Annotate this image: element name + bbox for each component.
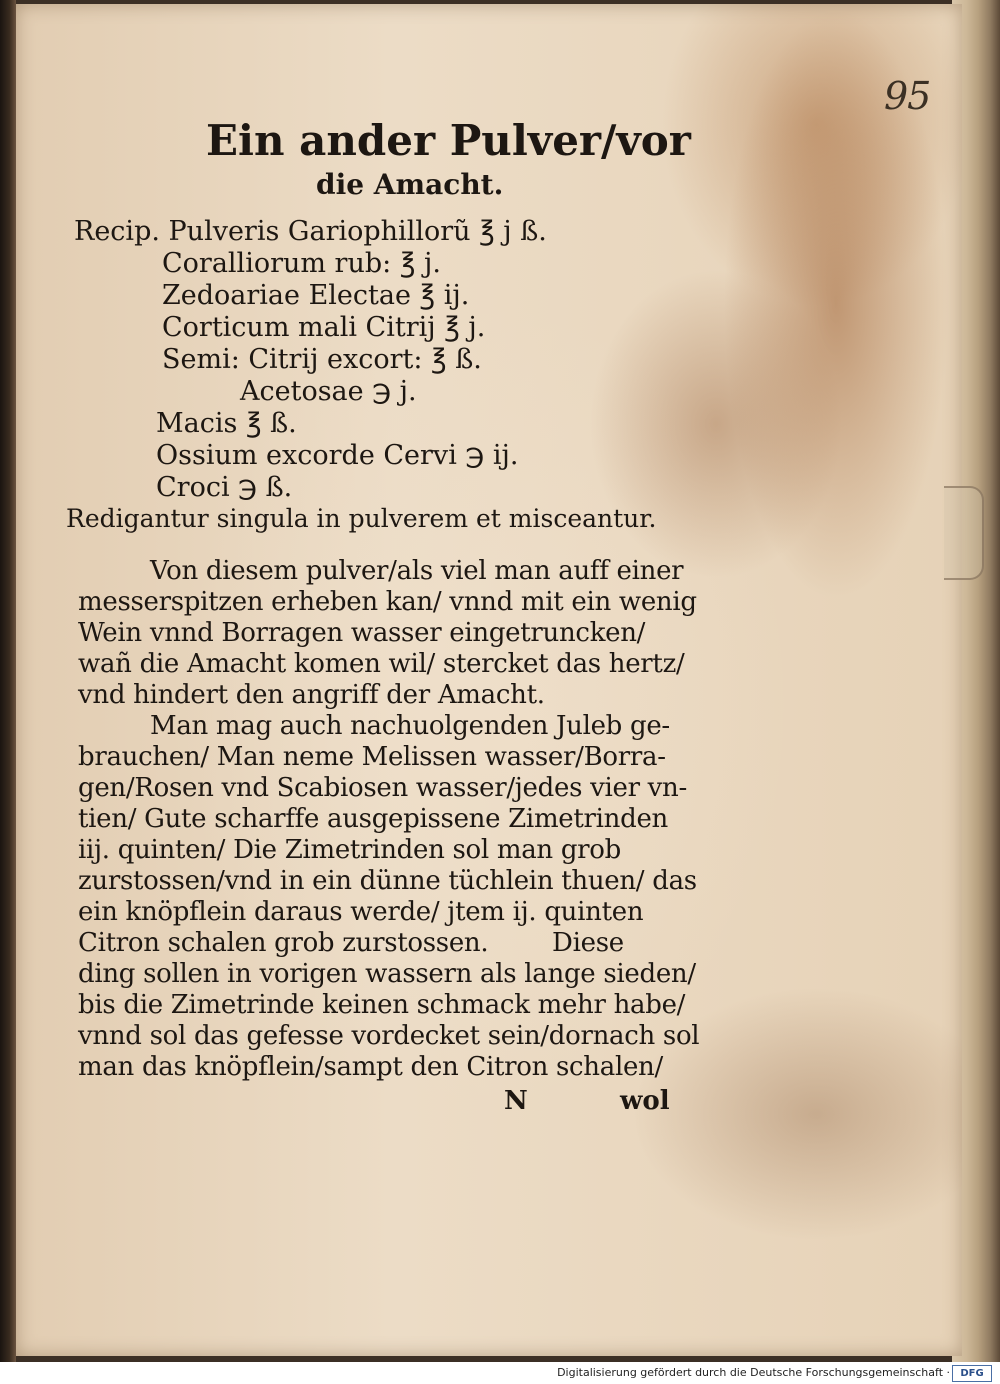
body-line: ein knöpflein daraus werde/ jtem ij. quinten: [78, 897, 644, 927]
body-line: vnnd sol das gefesse vordecket sein/dornach sol: [78, 1021, 700, 1051]
body-line: bis die Zimetrinde keinen schmack mehr habe/: [78, 990, 686, 1020]
body-line: Von diesem pulver/als viel man auff einer: [150, 556, 684, 586]
recipe-line: Redigantur singula in pulverem et misceantur.: [66, 504, 657, 533]
catchword: wol: [620, 1086, 670, 1116]
recipe-line: Zedoariae Electae ℥ ij.: [162, 280, 470, 311]
body-line: iij. quinten/ Die Zimetrinden sol man grob: [78, 835, 621, 865]
body-line: Citron schalen grob zurstossen. Diese: [78, 928, 624, 958]
body-line: man das knöpflein/sampt den Citron schalen/: [78, 1052, 663, 1082]
body-line: messerspitzen erheben kan/ vnnd mit ein wenig: [78, 587, 697, 617]
body-line: wañ die Amacht komen wil/ stercket das hertz/: [78, 649, 685, 679]
body-line: tien/ Gute scharffe ausgepissene Zimetrinden: [78, 804, 668, 834]
book-page: [16, 4, 962, 1356]
body-line: ding sollen in vorigen wassern als lange sieden/: [78, 959, 696, 989]
body-line: Wein vnnd Borragen wasser eingetruncken/: [78, 618, 646, 648]
dfg-logo: DFG: [952, 1365, 992, 1382]
book-binding: [0, 0, 16, 1362]
recipe-line: Acetosae ℈ j.: [240, 376, 417, 407]
recipe-line: Recip. Pulveris Gariophillorũ ℥ j ß.: [74, 216, 547, 247]
recipe-line: Croci ℈ ß.: [156, 472, 293, 503]
body-line: Man mag auch nachuolgenden Juleb ge-: [150, 711, 670, 741]
footer-bar: [0, 1362, 1000, 1384]
body-line: zurstossen/vnd in ein dünne tüchlein thuen/ das: [78, 866, 697, 896]
title-line-2: die Amacht.: [316, 168, 504, 201]
recipe-line: Coralliorum rub: ℥ j.: [162, 248, 441, 279]
page-clip: [944, 486, 984, 580]
signature-mark: N: [504, 1086, 528, 1116]
folio-number: 95: [884, 74, 931, 118]
body-line: brauchen/ Man neme Melissen wasser/Borra-: [78, 742, 666, 772]
recipe-line: Semi: Citrij excort: ℥ ß.: [162, 344, 482, 375]
recipe-line: Macis ℥ ß.: [156, 408, 297, 439]
body-line: gen/Rosen vnd Scabiosen wasser/jedes vier vn-: [78, 773, 687, 803]
recipe-line: Corticum mali Citrij ℥ j.: [162, 312, 486, 343]
footer-credit: Digitalisierung gefördert durch die Deutsche Forschungsgemeinschaft ·: [557, 1366, 950, 1379]
body-line: vnd hindert den angriff der Amacht.: [78, 680, 545, 710]
recipe-line: Ossium excorde Cervi ℈ ij.: [156, 440, 519, 471]
title-line-1: Ein ander Pulver/vor: [206, 116, 691, 165]
